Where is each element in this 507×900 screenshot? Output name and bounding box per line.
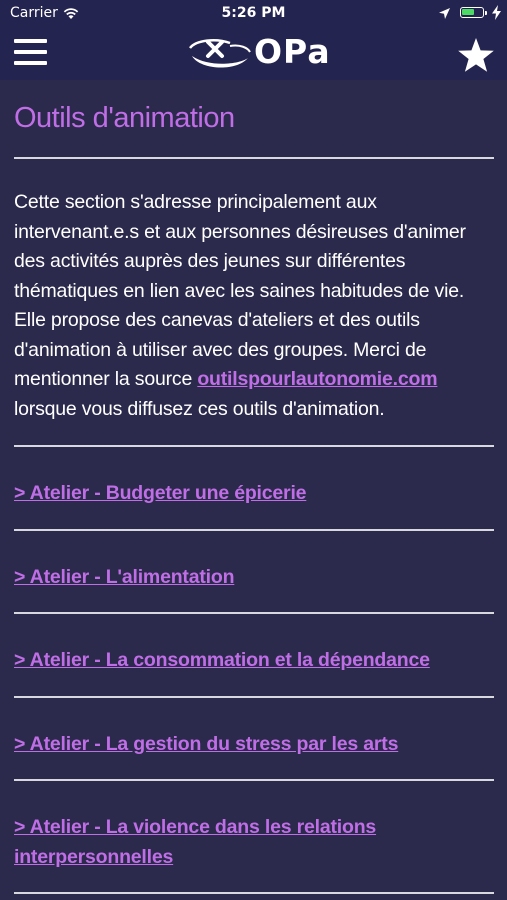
main-content bbox=[14, 80, 494, 894]
list-item bbox=[14, 531, 494, 593]
intro-text-after-link: lorsque vous diffusez ces outils d'animation. bbox=[14, 397, 385, 420]
list-item bbox=[14, 698, 494, 760]
battery-icon bbox=[460, 7, 484, 18]
app-logo-text: OPa bbox=[254, 32, 331, 71]
navigation-bar bbox=[0, 28, 507, 80]
source-website-link[interactable]: outilspourlautonomie.com bbox=[197, 368, 438, 390]
list-item bbox=[14, 447, 494, 509]
title-divider bbox=[14, 157, 494, 159]
page-title: Outils d'animation bbox=[14, 102, 235, 134]
list-item bbox=[14, 614, 494, 676]
battery-cap bbox=[485, 11, 487, 15]
status-bar bbox=[0, 0, 507, 28]
status-time: 5:26 PM bbox=[221, 5, 286, 21]
hamburger-menu-icon[interactable] bbox=[14, 39, 48, 67]
location-arrow-icon bbox=[438, 7, 451, 20]
workshop-link-violence[interactable]: > Atelier - La violence dans les relations interpersonnelles bbox=[14, 816, 377, 868]
intro-paragraph bbox=[14, 188, 494, 424]
favorite-star-icon[interactable] bbox=[457, 36, 495, 74]
workshop-link-consommation[interactable]: > Atelier - La consommation et la dépendance bbox=[14, 649, 430, 671]
intro-text-before-link: Cette section s'adresse principalement aux intervenant.e.s et aux personnes désireuses d'animer des activités auprès des jeunes sur différentes thématiques en lien avec les saines habitudes de vie. Elle propose des canevas d'ateliers et des outils d'animation à utiliser avec des groupes. Merci de mentionner la source bbox=[14, 191, 466, 390]
opa-logo-icon bbox=[186, 34, 256, 74]
workshop-link-stress[interactable]: > Atelier - La gestion du stress par les arts bbox=[14, 732, 399, 755]
list-item bbox=[14, 781, 414, 872]
charging-bolt-icon bbox=[492, 5, 501, 20]
list-divider bbox=[14, 892, 494, 894]
workshop-link-budget[interactable]: > Atelier - Budgeter une épicerie bbox=[14, 482, 307, 504]
workshop-link-alimentation[interactable]: > Atelier - L'alimentation bbox=[14, 565, 235, 588]
carrier-label: Carrier bbox=[10, 5, 58, 21]
